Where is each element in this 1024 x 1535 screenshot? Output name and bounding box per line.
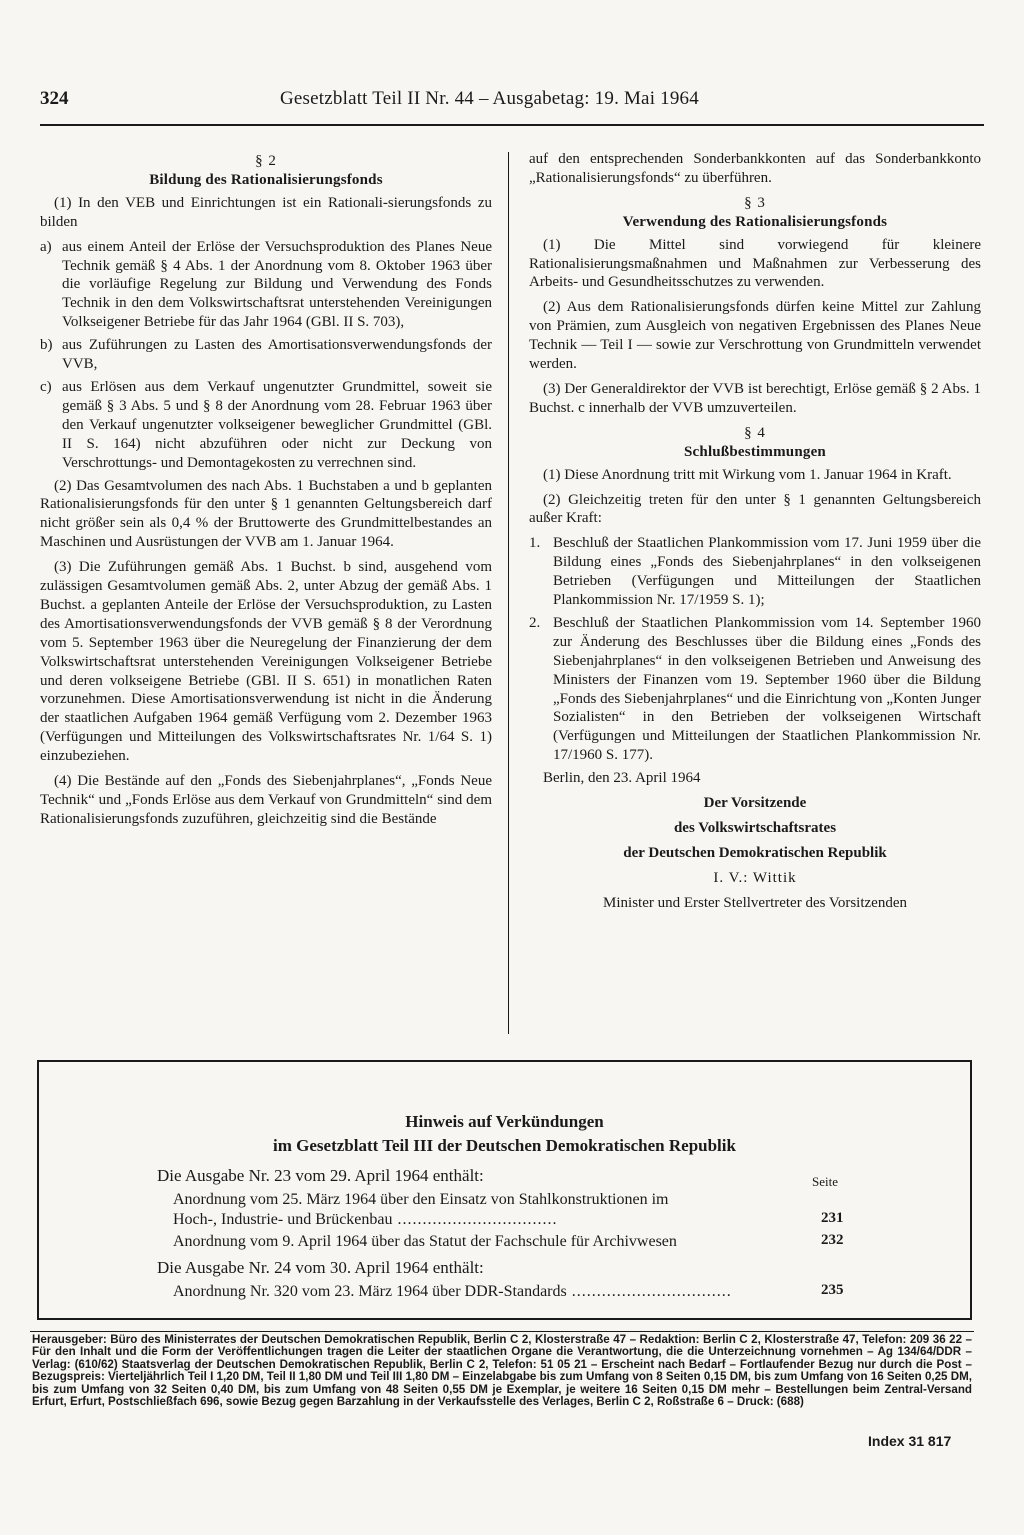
footer-rule (30, 1331, 974, 1332)
section-3-number: § 3 (744, 194, 766, 211)
section-3-paragraph-1: (1) Die Mittel sind vorwiegend für kleinere Rationalisierungsmaßnahmen und Maßnahmen zur Verbesserung des Arbeits- und Gesundheitsschutzes zu verwenden. (529, 236, 981, 291)
section-3-paragraph-2: (2) Aus dem Rationalisierungsfonds dürfen keine Mittel zur Zahlung von Prämien, zum Ausgleich von negativen Ergebnissen des Planes Neue Technik — Teil I — sowie zur Verschrottung von Grundmitteln verwendet werden. (529, 299, 981, 373)
running-title: Gesetzblatt Teil II Nr. 44 – Ausgabetag: 19. Mai 1964 (280, 88, 699, 109)
seite-label: Seite (812, 1174, 838, 1189)
section-2-number: § 2 (255, 153, 277, 169)
place-date: Berlin, den 23. April 1964 (543, 770, 701, 787)
header-rule (40, 124, 984, 126)
issue-24-entry-1-text: Anordnung Nr. 320 vom 23. März 1964 über DDR-Standards (173, 1283, 567, 1300)
notice-box (37, 1060, 972, 1320)
signature-line-1: Der Vorsitzende (703, 795, 807, 812)
section-4-number: § 4 (744, 424, 766, 441)
issue-23-entry-1-line-2 (173, 1210, 803, 1229)
list-label-c: c) (40, 378, 52, 395)
signature-line-2: des Volkswirtschaftsrates (673, 820, 837, 837)
issue-24-entry-1-page: 235 (821, 1282, 844, 1298)
issue-23-entry-2: Anordnung vom 9. April 1964 über das Statut der Fachschule für Archivwesen (173, 1233, 677, 1250)
section-4-title: Schlußbestimmungen (684, 443, 826, 460)
list-item-c (40, 378, 492, 473)
section-4-paragraph-2: (2) Gleichzeitig treten für den unter § 1 genannten Geltungsbereich außer Kraft: (529, 491, 981, 527)
section-3-title: Verwendung des Rationalisierungsfonds (622, 213, 888, 230)
issue-24-entry-1 (173, 1282, 803, 1301)
issue-23-entry-1-page: 231 (821, 1210, 844, 1226)
list-item-b (40, 336, 492, 374)
list-item-a (40, 238, 492, 333)
notice-title-line-1: Hinweis auf Verkündungen (405, 1112, 604, 1131)
repeal-label-2: 2. (529, 614, 541, 631)
notice-title-line-2: im Gesetzblatt Teil III der Deutschen Demokratischen Republik (273, 1136, 736, 1155)
section-2-paragraph-2: (2) Das Gesamtvolumen des nach Abs. 1 Buchstaben a und b geplanten Rationalisierungsfonds für den unter § 1 genannten Geltungsbereich darf nicht größer sein als 0,4 % der Bruttowerte des Grundmittelbestandes an Maschinen und Ausrüstungen der VVB am 1. Januar 1964. (40, 477, 492, 551)
section-3-paragraph-3: (3) Der Generaldirektor der VVB ist berechtigt, Erlöse gemäß § 2 Abs. 1 Buchst. c innerhalb der VVB umzuverteilen. (529, 380, 981, 416)
right-column (529, 150, 981, 919)
repeal-text-2: Beschluß der Staatlichen Plankommission vom 14. September 1960 zur Änderung des Beschlusses über die Bildung eines „Fonds des Siebenjahrplanes“ in den volkseigenen Betrieben und Anweisung des Ministers der Finanzen vom 19. September 1960 über die Bildung „Fonds des Siebenjahrplanes“ und die Einrichtung von „Konten Junger Sozialisten“ in den Betrieben der volkseigenen Wirtschaft (Verfügungen und Mitteilungen der Staatlichen Plankommission Nr. 17/1960 S. 177). (553, 614, 981, 764)
index-code: Index 31 817 (868, 1433, 952, 1449)
signatory-role: Minister und Erster Stellvertreter des Vorsitzenden (603, 895, 907, 912)
section-4-paragraph-1: (1) Diese Anordnung tritt mit Wirkung vom 1. Januar 1964 in Kraft. (543, 466, 952, 483)
issue-23-entry-1-line-1: Anordnung vom 25. März 1964 über den Einsatz von Stahlkonstruktionen im (173, 1191, 669, 1208)
continuation-text: auf den entsprechenden Sonderbankkonten auf das Sonderbankkonto „Rationalisierungsfonds“ zu überführen. (529, 151, 981, 186)
issue-24-heading: Die Ausgabe Nr. 24 vom 30. April 1964 enthält: (157, 1258, 484, 1277)
issue-23-entry-1-line-2-text: Hoch-, Industrie- und Brückenbau (173, 1211, 393, 1228)
signatory-name: I. V.: Wittik (713, 870, 797, 887)
section-2-paragraph-4: (4) Die Bestände auf den „Fonds des Siebenjahrplanes“, „Fonds Neue Technik“ und „Fonds Erlöse aus dem Verkauf von Grundmitteln“ sind dem Rationalisierungsfonds zuzuführen, gleichzeitig sind die Bestände (40, 773, 492, 827)
page-header (40, 88, 984, 114)
list-label-a: a) (40, 238, 52, 255)
column-divider (508, 152, 509, 1034)
page-number: 324 (40, 88, 69, 109)
repeal-label-1: 1. (529, 535, 541, 552)
signature-line-3: der Deutschen Demokratischen Republik (623, 845, 887, 862)
list-text-a: aus einem Anteil der Erlöse der Versuchsproduktion des Planes Neue Technik gemäß § 4 Abs. 1 der Anordnung vom 8. Oktober 1963 über die vorläufige Regelung zur Bildung und Verwendung des Fonds Technik in den dem Volkswirtschaftsrat unterstehenden Vereinigungen Volkseigener Betriebe für das Jahr 1964 (GBl. II S. 703), (62, 238, 492, 331)
left-column (40, 150, 492, 835)
issue-23-heading: Die Ausgabe Nr. 23 vom 29. April 1964 enthält: (157, 1166, 484, 1185)
repeal-item-1 (529, 534, 981, 610)
list-text-b: aus Zuführungen zu Lasten des Amortisationsverwendungsfonds der VVB, (62, 337, 492, 373)
imprint-text: Herausgeber: Büro des Ministerrates der Deutschen Demokratischen Republik, Berlin C 2, Klosterstraße 47 – Redaktion: Berlin C 2, Klosterstraße 47, Telefon: 209 36 22 – Für den Inhalt und die Form der Veröffentlichungen tragen die Leiter der staatlichen Organe die Verantwortung, die die Unterzeichnung vornehmen – Ag 134/64/DDR – Verlag: (610/62) Staatsverlag der Deutschen Demokratischen Republik, Berlin C 2, Telefon: 51 05 21 – Erscheint nach Bedarf – Fortlaufender Bezug nur durch die Post – Bezugspreis: Vierteljährlich Teil I 1,20 DM, Teil II 1,80 DM und Teil III 1,80 DM – Einzelabgabe bis zum Umfang von 8 Seiten 0,15 DM, bis zum Umfang von 16 Seiten 0,25 DM, bis zum Umfang von 32 Seiten 0,40 DM, bis zum Umfang von 48 Seiten 0,55 DM je Exemplar, je weitere 16 Seiten 0,15 DM mehr – Bestellungen beim Zentral-Versand Erfurt, Erfurt, Postschließfach 696, sowie Bezug gegen Barzahlung in der Verkaufsstelle des Verlages, Berlin C 2, Roßstraße 6 – Druck: (688) (32, 1333, 972, 1409)
issue-23-entry-2-page: 232 (821, 1232, 844, 1248)
list-label-b: b) (40, 337, 53, 354)
section-2-paragraph-1: (1) In den VEB und Einrichtungen ist ein Rationali-sierungsfonds zu bilden (40, 194, 492, 230)
section-2-paragraph-3: (3) Die Zuführungen gemäß Abs. 1 Buchst. b sind, ausgehend vom zulässigen Gesamtvolumen gemäß Abs. 2, unter Abzug der gemäß Abs. 1 Buchst. a geplanten Anteile der Erlöse der Versuchsproduktion, zu Lasten des Amortisationsverwendungsfonds der VVB gemäß § 8 der Verordnung vom 5. September 1963 über die Neuregelung der Finanzierung der dem Volkswirtschaftsrat unterstehenden Vereinigungen Volkseigener Betriebe und deren volkseigene Betriebe (GBl. II S. 651) in monatlichen Raten vorzunehmen. Diese Amortisationsverwendung ist nicht in die Änderung der staatlichen Aufgaben 1964 gemäß Verfügung vom 2. Dezember 1963 (Verfügungen und Mitteilungen des Volkswirtschaftsrates Nr. 1/64 S. 1) einzubeziehen. (40, 559, 492, 765)
list-text-c: aus Erlösen aus dem Verkauf ungenutzter Grundmittel, soweit sie gemäß § 3 Abs. 5 und § 8 der Anordnung vom 28. Februar 1963 über den Verkauf ungenutzter volkseigener beweglicher Grundmittel (GBl. II S. 164) nicht abzuführen oder nicht zur Deckung von Verschrottungs- und Demontagekosten zu verrechnen sind. (62, 378, 492, 471)
section-2-title: Bildung des Rationalisierungsfonds (149, 171, 383, 188)
repeal-text-1: Beschluß der Staatlichen Plankommission vom 17. Juni 1959 über die Bildung eines „Fonds des Siebenjahrplanes“ in den volkseigenen Betrieben (Verfügungen und Mitteilungen der Staatlichen Plankommission Nr. 17/1959 S. 1); (553, 535, 981, 609)
repeal-item-2 (529, 614, 981, 765)
